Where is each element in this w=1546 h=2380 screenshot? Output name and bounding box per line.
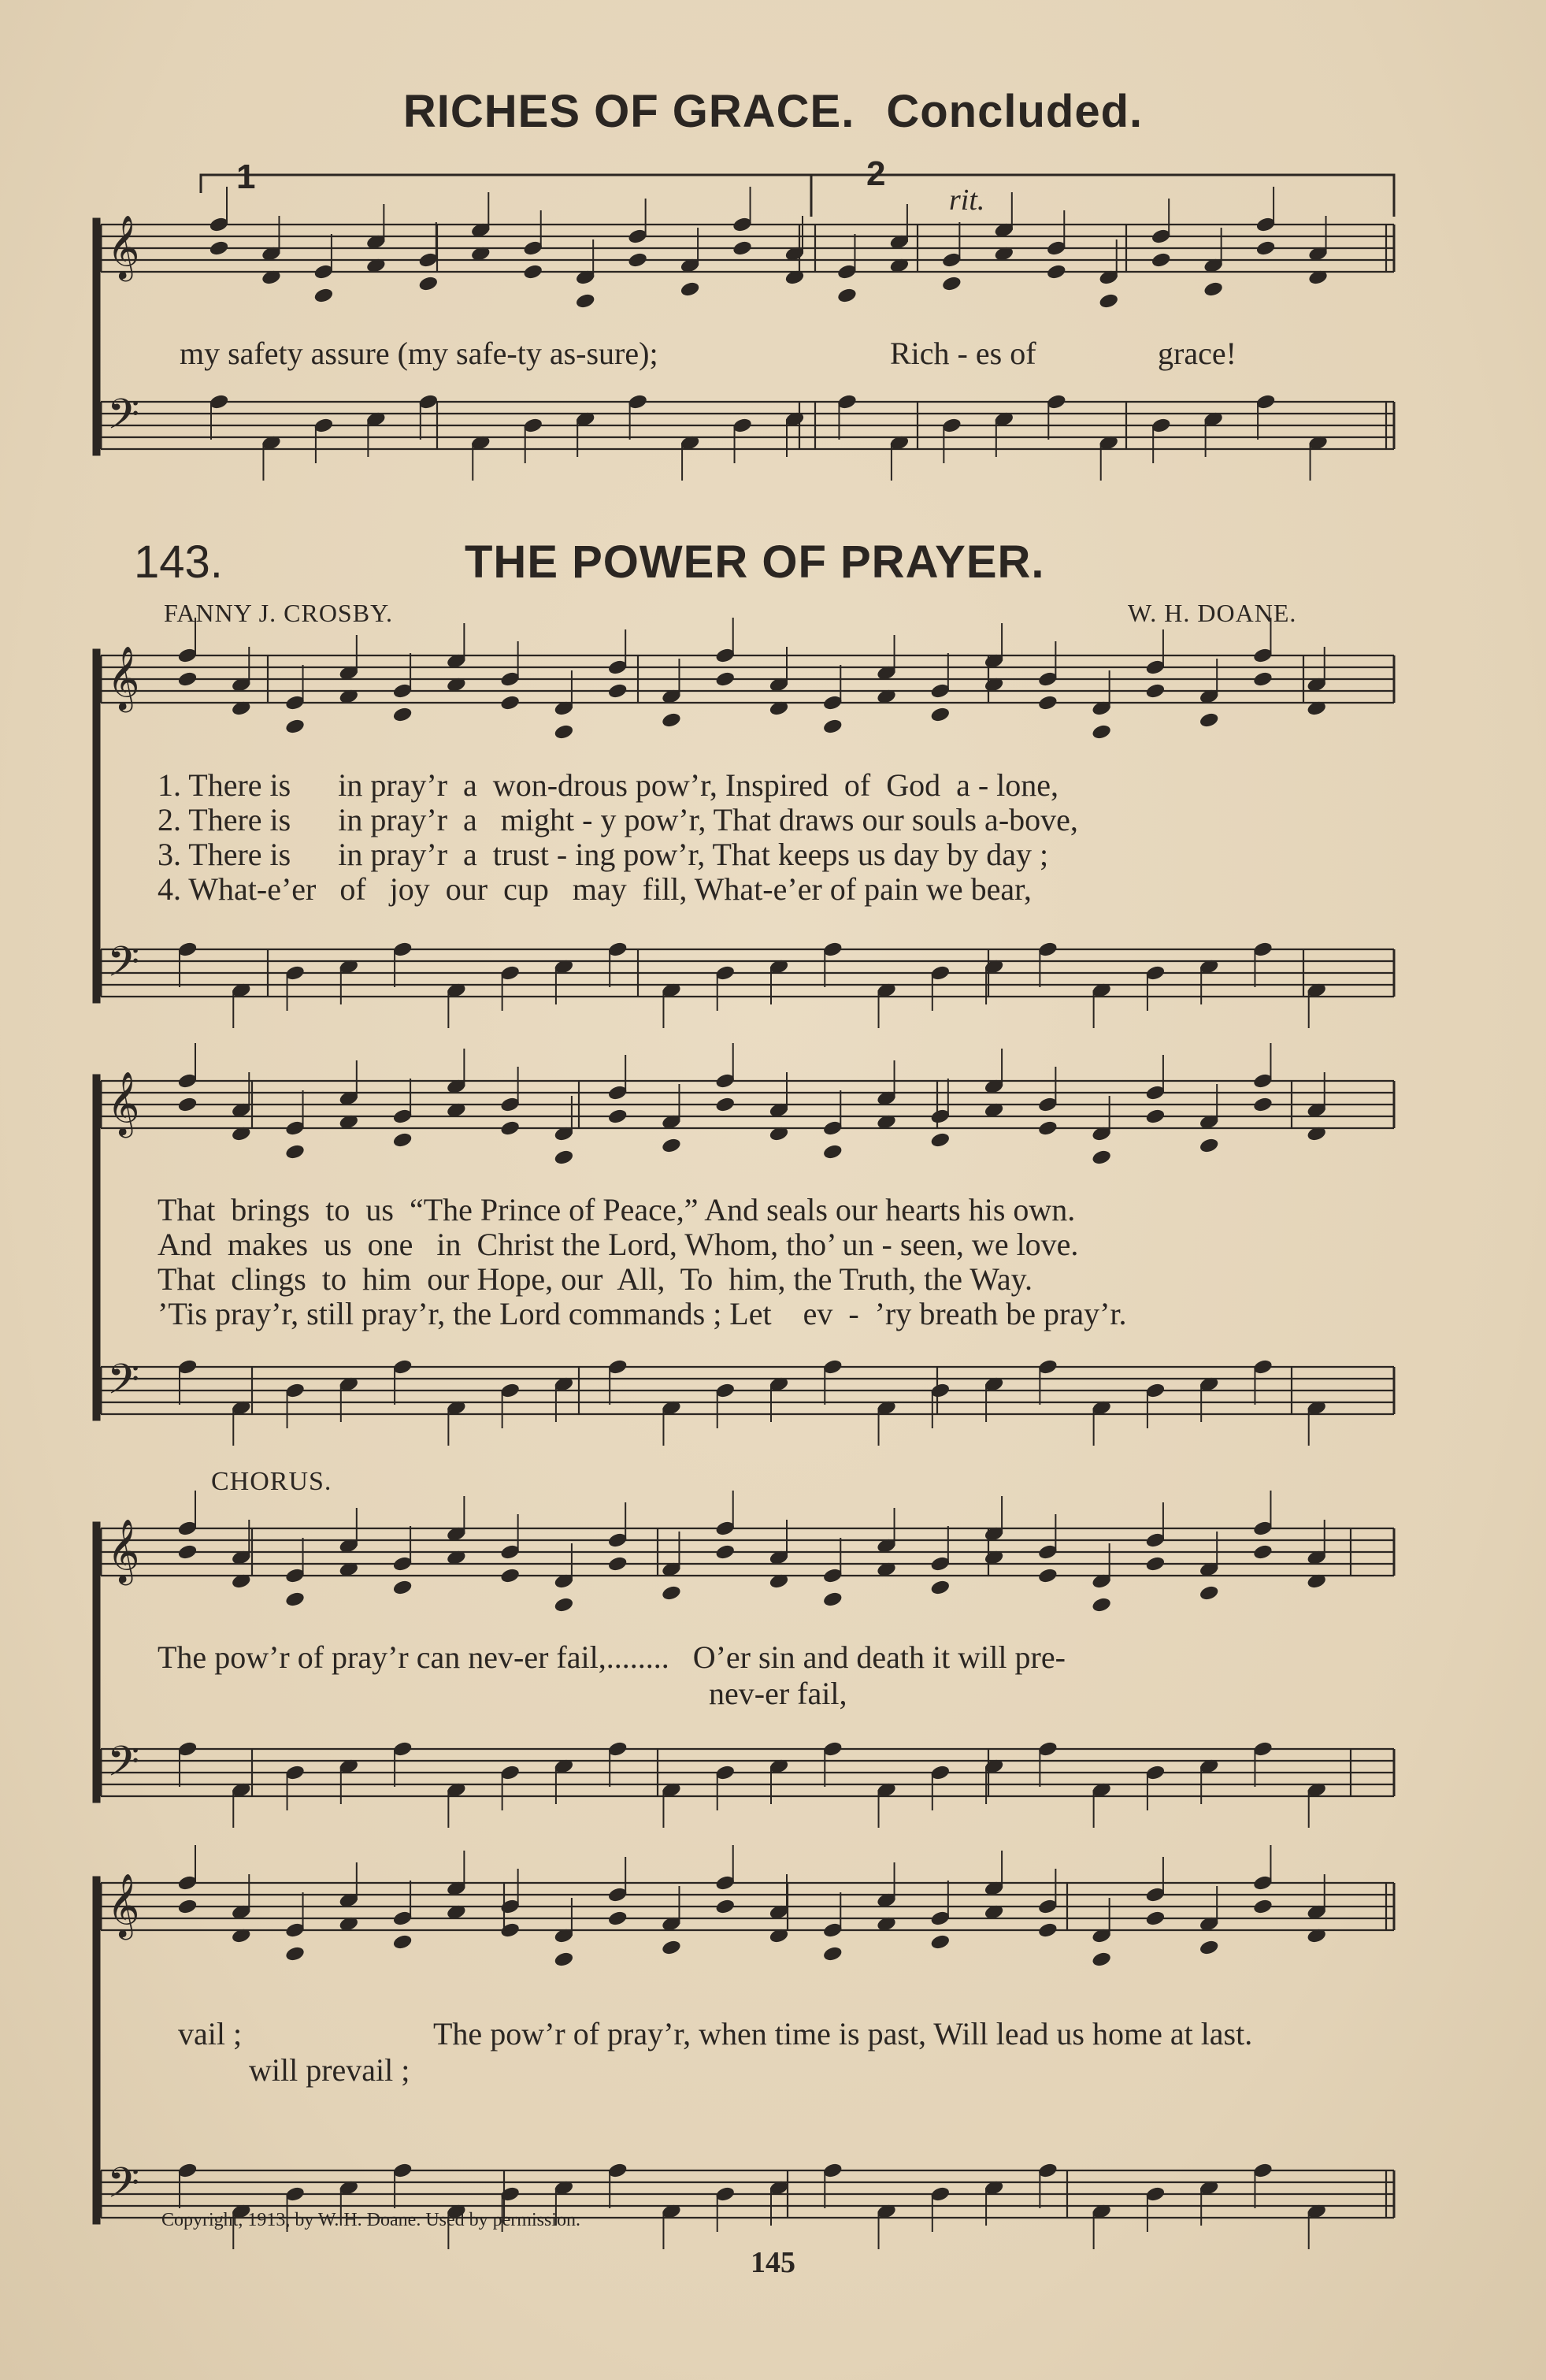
system-4-bass-note: [930, 2186, 950, 2203]
riches-system-treble-note: [942, 276, 962, 292]
system-3-bass-note: [285, 1765, 305, 1781]
system-2-bass-note: [500, 1383, 520, 1399]
riches-system-bass-note: [732, 418, 752, 434]
riches-system-treble-note: [523, 240, 543, 257]
system-4-treble-note: [607, 1910, 627, 1927]
riches-system-bass-note: [418, 394, 438, 410]
riches-system-bass-note: [942, 418, 962, 434]
riches-system-treble-note: [837, 264, 857, 280]
system-4-treble-note: [554, 1951, 573, 1968]
riches-system-treble-note: [1099, 293, 1118, 310]
riches-system-treble-note: [313, 264, 333, 280]
system-2-treble-note: [392, 1108, 412, 1125]
riches-lyric-b: Rich - es of: [890, 336, 1036, 371]
system-2-treble-note: [715, 1097, 735, 1113]
system-1-treble-note: [607, 683, 627, 700]
system-3-treble-note: [715, 1520, 735, 1537]
system-2-bass-note: [823, 1359, 843, 1376]
system-1-treble-note: [1199, 712, 1218, 729]
system-3-treble-note: [177, 1544, 197, 1561]
riches-system-treble-note: [418, 252, 438, 269]
system-3-treble-note: [607, 1532, 627, 1549]
system-1-treble-note: [1145, 683, 1165, 700]
system-4-treble-note: [1145, 1887, 1165, 1903]
system-4-bass-note: [285, 2186, 305, 2203]
riches-system-treble-note: [732, 217, 752, 233]
system-1-treble-note: [607, 659, 627, 676]
riches-system-treble-note: [680, 281, 699, 298]
riches-system-brace: [93, 218, 100, 455]
riches-system-treble-note: [732, 240, 752, 257]
system-2-bass-clef: 𝄢: [107, 1356, 140, 1414]
second-ending-number: 2: [866, 154, 886, 193]
riches-system-treble-note: [209, 240, 228, 257]
system-1-bass-note: [1038, 941, 1058, 958]
system-2-treble-note: [1038, 1097, 1058, 1113]
riches-system-treble-note: [313, 288, 333, 304]
system-4-treble-note: [500, 1899, 520, 1915]
system-2-treble-note: [607, 1108, 627, 1125]
system-2-treble-note: [285, 1144, 305, 1160]
system-3-treble-note: [1145, 1532, 1165, 1549]
system-2-treble-note: [1199, 1138, 1218, 1154]
system-4-treble-note: [715, 1875, 735, 1892]
verse-2-line-2: And makes us one in Christ the Lord, Whom, tho’ un - seen, we love.: [158, 1227, 1079, 1262]
riches-system-bass-note: [1047, 394, 1066, 410]
system-2-treble-note: [662, 1138, 681, 1154]
system-3-bass-clef: 𝄢: [107, 1738, 140, 1796]
page-number: 145: [751, 2246, 795, 2279]
system-2-treble-note: [1253, 1073, 1273, 1090]
riches-system-treble-note: [209, 217, 228, 233]
system-3-bass-note: [1253, 1741, 1273, 1758]
system-4-bass-clef: 𝄢: [107, 2159, 140, 2218]
system-1-bass-note: [1145, 965, 1165, 982]
chorus-label: CHORUS.: [211, 1467, 332, 1496]
system-1-treble-clef: 𝄞: [107, 645, 140, 710]
chorus-line-2: The pow’r of pray’r, when time is past, Will lead us home at last.: [433, 2016, 1253, 2051]
system-4-treble-note: [392, 1934, 412, 1951]
verse-3-line-1: 3. There is in pray’r a trust - ing pow’r, That keeps us day by day ;: [158, 837, 1049, 872]
system-1-bass-note: [285, 965, 305, 982]
system-4-treble-note: [607, 1887, 627, 1903]
system-1-treble-note: [500, 695, 520, 711]
verse-1-line-2: That brings to us “The Prince of Peace,” And seals our hearts his own.: [158, 1192, 1076, 1227]
system-4-bass-note: [1145, 2186, 1165, 2203]
system-1-bass-note: [715, 965, 735, 982]
system-2-treble-note: [823, 1120, 843, 1137]
system-2-treble-note: [177, 1073, 197, 1090]
concluded-label: Concluded.: [886, 86, 1144, 137]
system-1-treble-note: [1253, 648, 1273, 664]
system-3-treble-note: [823, 1591, 843, 1608]
riches-system-treble-note: [418, 276, 438, 292]
system-4-treble-note: [1253, 1875, 1273, 1892]
system-4-treble-clef: 𝄞: [107, 1873, 140, 1937]
copyright-notice: Copyright, 1913, by W. H. Doane. Used by permission.: [161, 2210, 580, 2230]
riches-lyric-c: grace!: [1158, 336, 1236, 371]
system-3-treble-note: [1145, 1556, 1165, 1572]
system-1-treble-note: [554, 724, 573, 741]
system-1-treble-note: [930, 683, 950, 700]
riches-system-bass-note: [209, 394, 228, 410]
chorus-line-2-start: vail ;: [178, 2016, 243, 2051]
verse-1-line-1: 1. There is in pray’r a won-drous pow’r, Inspired of God a - lone,: [158, 767, 1059, 803]
system-1-treble-note: [715, 648, 735, 664]
system-4-treble-note: [1253, 1899, 1273, 1915]
system-2-treble-note: [285, 1120, 305, 1137]
system-3-treble-note: [930, 1556, 950, 1572]
system-2-bass-note: [607, 1359, 627, 1376]
system-2-bass-note: [285, 1383, 305, 1399]
system-4-treble-note: [177, 1875, 197, 1892]
system-3-treble-note: [1038, 1544, 1058, 1561]
system-1-treble-note: [1092, 724, 1111, 741]
riches-system-bass-note: [1255, 394, 1275, 410]
system-3-bass-note: [1145, 1765, 1165, 1781]
verse-4-line-2: ’Tis pray’r, still pray’r, the Lord commands ; Let ev - ’ry breath be pray’r.: [158, 1296, 1127, 1331]
system-3-bass-note: [715, 1765, 735, 1781]
system-2-treble-note: [1038, 1120, 1058, 1137]
system-3-treble-note: [554, 1597, 573, 1613]
system-1-treble-note: [392, 707, 412, 723]
system-2-treble-note: [930, 1108, 950, 1125]
system-2-treble-note: [823, 1144, 843, 1160]
system-1-bass-clef: 𝄢: [107, 938, 140, 997]
riches-system-treble-note: [1047, 264, 1066, 280]
system-2-bass-note: [177, 1359, 197, 1376]
system-3-treble-note: [607, 1556, 627, 1572]
riches-system-treble-note: [1255, 217, 1275, 233]
system-3-treble-note: [177, 1520, 197, 1537]
ritardando-mark: rit.: [949, 184, 985, 217]
system-1-treble-note: [1038, 671, 1058, 688]
system-3-treble-note: [285, 1568, 305, 1584]
system-1-treble-note: [1145, 659, 1165, 676]
system-2-treble-note: [1145, 1085, 1165, 1101]
system-3-brace: [93, 1522, 100, 1803]
system-1-bass-note: [930, 965, 950, 982]
system-2-bass-note: [1145, 1383, 1165, 1399]
system-3-treble-note: [823, 1568, 843, 1584]
system-4-bass-note: [392, 2163, 412, 2179]
riches-system-treble-note: [628, 228, 647, 245]
riches-system-bass-note: [837, 394, 857, 410]
system-1-brace: [93, 649, 100, 1003]
system-4-treble-note: [285, 1946, 305, 1962]
system-1-treble-note: [500, 671, 520, 688]
continued-hymn-title: RICHES OF GRACE.: [402, 86, 855, 137]
system-4-treble-note: [177, 1899, 197, 1915]
riches-system-bass-note: [523, 418, 543, 434]
hymn-number: 143.: [134, 537, 223, 588]
system-3-treble-note: [500, 1568, 520, 1584]
system-3-treble-note: [1253, 1520, 1273, 1537]
system-3-treble-note: [285, 1591, 305, 1608]
system-4-treble-note: [823, 1946, 843, 1962]
system-3-bass-note: [177, 1741, 197, 1758]
system-2-treble-note: [177, 1097, 197, 1113]
system-2-brace: [93, 1075, 100, 1420]
volta-bracket: [201, 175, 1394, 217]
system-1-bass-note: [1253, 941, 1273, 958]
system-1-bass-note: [177, 941, 197, 958]
system-1-treble-note: [177, 671, 197, 688]
riches-system-treble-note: [1151, 228, 1170, 245]
system-3-treble-note: [1038, 1568, 1058, 1584]
system-3-bass-note: [500, 1765, 520, 1781]
system-4-bass-note: [1038, 2163, 1058, 2179]
system-1-treble-note: [930, 707, 950, 723]
system-3-treble-note: [715, 1544, 735, 1561]
system-2-bass-note: [715, 1383, 735, 1399]
system-2-treble-note: [554, 1149, 573, 1166]
system-1-treble-note: [285, 718, 305, 735]
riches-system-treble-note: [837, 288, 857, 304]
lyricist-credit: FANNY J. CROSBY.: [164, 599, 394, 627]
system-2-bass-note: [1253, 1359, 1273, 1376]
system-1-bass-note: [823, 941, 843, 958]
riches-system-treble-note: [575, 293, 595, 310]
system-4-treble-note: [1038, 1899, 1058, 1915]
system-2-treble-note: [715, 1073, 735, 1090]
verse-2-line-1: 2. There is in pray’r a might - y pow’r, That draws our souls a-bove,: [158, 802, 1078, 837]
system-3-bass-note: [1038, 1741, 1058, 1758]
system-3-treble-note: [392, 1556, 412, 1572]
system-4-bass-note: [1253, 2163, 1273, 2179]
system-4-treble-note: [392, 1910, 412, 1927]
system-1-treble-note: [715, 671, 735, 688]
system-2-treble-note: [500, 1097, 520, 1113]
system-4-bass-note: [823, 2163, 843, 2179]
system-1-bass-note: [500, 965, 520, 982]
riches-system-bass-note: [313, 418, 333, 434]
system-3-bass-note: [930, 1765, 950, 1781]
system-3-treble-note: [392, 1580, 412, 1596]
system-1-treble-note: [285, 695, 305, 711]
riches-system-treble-note: [1047, 240, 1066, 257]
system-3-bass-note: [607, 1741, 627, 1758]
system-2-treble-note: [1253, 1097, 1273, 1113]
system-4-treble-note: [500, 1922, 520, 1939]
system-1-bass-note: [392, 941, 412, 958]
chorus-line-2-alt: will prevail ;: [249, 2052, 410, 2088]
system-3-treble-note: [662, 1585, 681, 1602]
system-2-treble-note: [1145, 1108, 1165, 1125]
system-4-treble-note: [715, 1899, 735, 1915]
system-4-treble-note: [1199, 1940, 1218, 1956]
riches-system-treble-note: [1151, 252, 1170, 269]
system-4-treble-note: [930, 1910, 950, 1927]
riches-system-treble-note: [628, 252, 647, 269]
system-2-bass-note: [930, 1383, 950, 1399]
system-3-bass-note: [823, 1741, 843, 1758]
system-4-treble-note: [662, 1940, 681, 1956]
system-4-treble-note: [285, 1922, 305, 1939]
system-4-treble-note: [1145, 1910, 1165, 1927]
system-1-treble-note: [1253, 671, 1273, 688]
system-2-treble-note: [1092, 1149, 1111, 1166]
system-4-treble-note: [1038, 1922, 1058, 1939]
riches-system-bass-note: [628, 394, 647, 410]
riches-system-treble-note: [523, 264, 543, 280]
riches-system-treble-clef: 𝄞: [107, 214, 140, 279]
riches-system-treble-note: [1203, 281, 1223, 298]
system-2-treble-clef: 𝄞: [107, 1071, 140, 1135]
riches-system-bass-clef: 𝄢: [107, 391, 140, 449]
system-2-treble-note: [392, 1132, 412, 1149]
verse-4-line-1: 4. What-e’er of joy our cup may fill, What-e’er of pain we bear,: [158, 871, 1032, 907]
system-4-bass-note: [715, 2186, 735, 2203]
riches-system-treble-note: [1255, 240, 1275, 257]
system-4-treble-note: [930, 1934, 950, 1951]
hymn-title: THE POWER OF PRAYER.: [465, 537, 1045, 588]
system-4-bass-note: [607, 2163, 627, 2179]
system-2-bass-note: [392, 1359, 412, 1376]
system-3-bass-note: [392, 1741, 412, 1758]
riches-system-treble-note: [942, 252, 962, 269]
verse-3-line-2: That clings to him our Hope, our All, To him, the Truth, the Way.: [158, 1261, 1033, 1297]
system-1-treble-note: [177, 648, 197, 664]
system-3-treble-note: [500, 1544, 520, 1561]
system-2-treble-note: [930, 1132, 950, 1149]
first-ending-number: 1: [236, 158, 256, 196]
system-4-treble-note: [823, 1922, 843, 1939]
system-3-treble-note: [1092, 1597, 1111, 1613]
system-4-bass-note: [177, 2163, 197, 2179]
system-3-treble-note: [930, 1580, 950, 1596]
system-3-treble-note: [1199, 1585, 1218, 1602]
system-1-treble-note: [662, 712, 681, 729]
system-1-bass-note: [607, 941, 627, 958]
system-1-treble-note: [392, 683, 412, 700]
chorus-line-1: The pow’r of pray’r can nev-er fail,........ O’er sin and death it will pre-: [158, 1639, 1066, 1675]
system-1-treble-note: [823, 695, 843, 711]
system-2-treble-note: [500, 1120, 520, 1137]
system-2-treble-note: [607, 1085, 627, 1101]
chorus-line-1-alt: nev-er fail,: [709, 1676, 847, 1711]
riches-system-bass-note: [1151, 418, 1170, 434]
composer-credit: W. H. DOANE.: [1128, 599, 1297, 627]
system-4-bass-note: [500, 2186, 520, 2203]
system-1-treble-note: [823, 718, 843, 735]
system-2-bass-note: [1038, 1359, 1058, 1376]
system-4-brace: [93, 1877, 100, 2224]
system-3-treble-clef: 𝄞: [107, 1518, 140, 1583]
system-3-treble-note: [1253, 1544, 1273, 1561]
system-1-treble-note: [1038, 695, 1058, 711]
riches-lyric-a: my safety assure (my safe-ty as-sure);: [180, 336, 658, 371]
system-4-treble-note: [1092, 1951, 1111, 1968]
